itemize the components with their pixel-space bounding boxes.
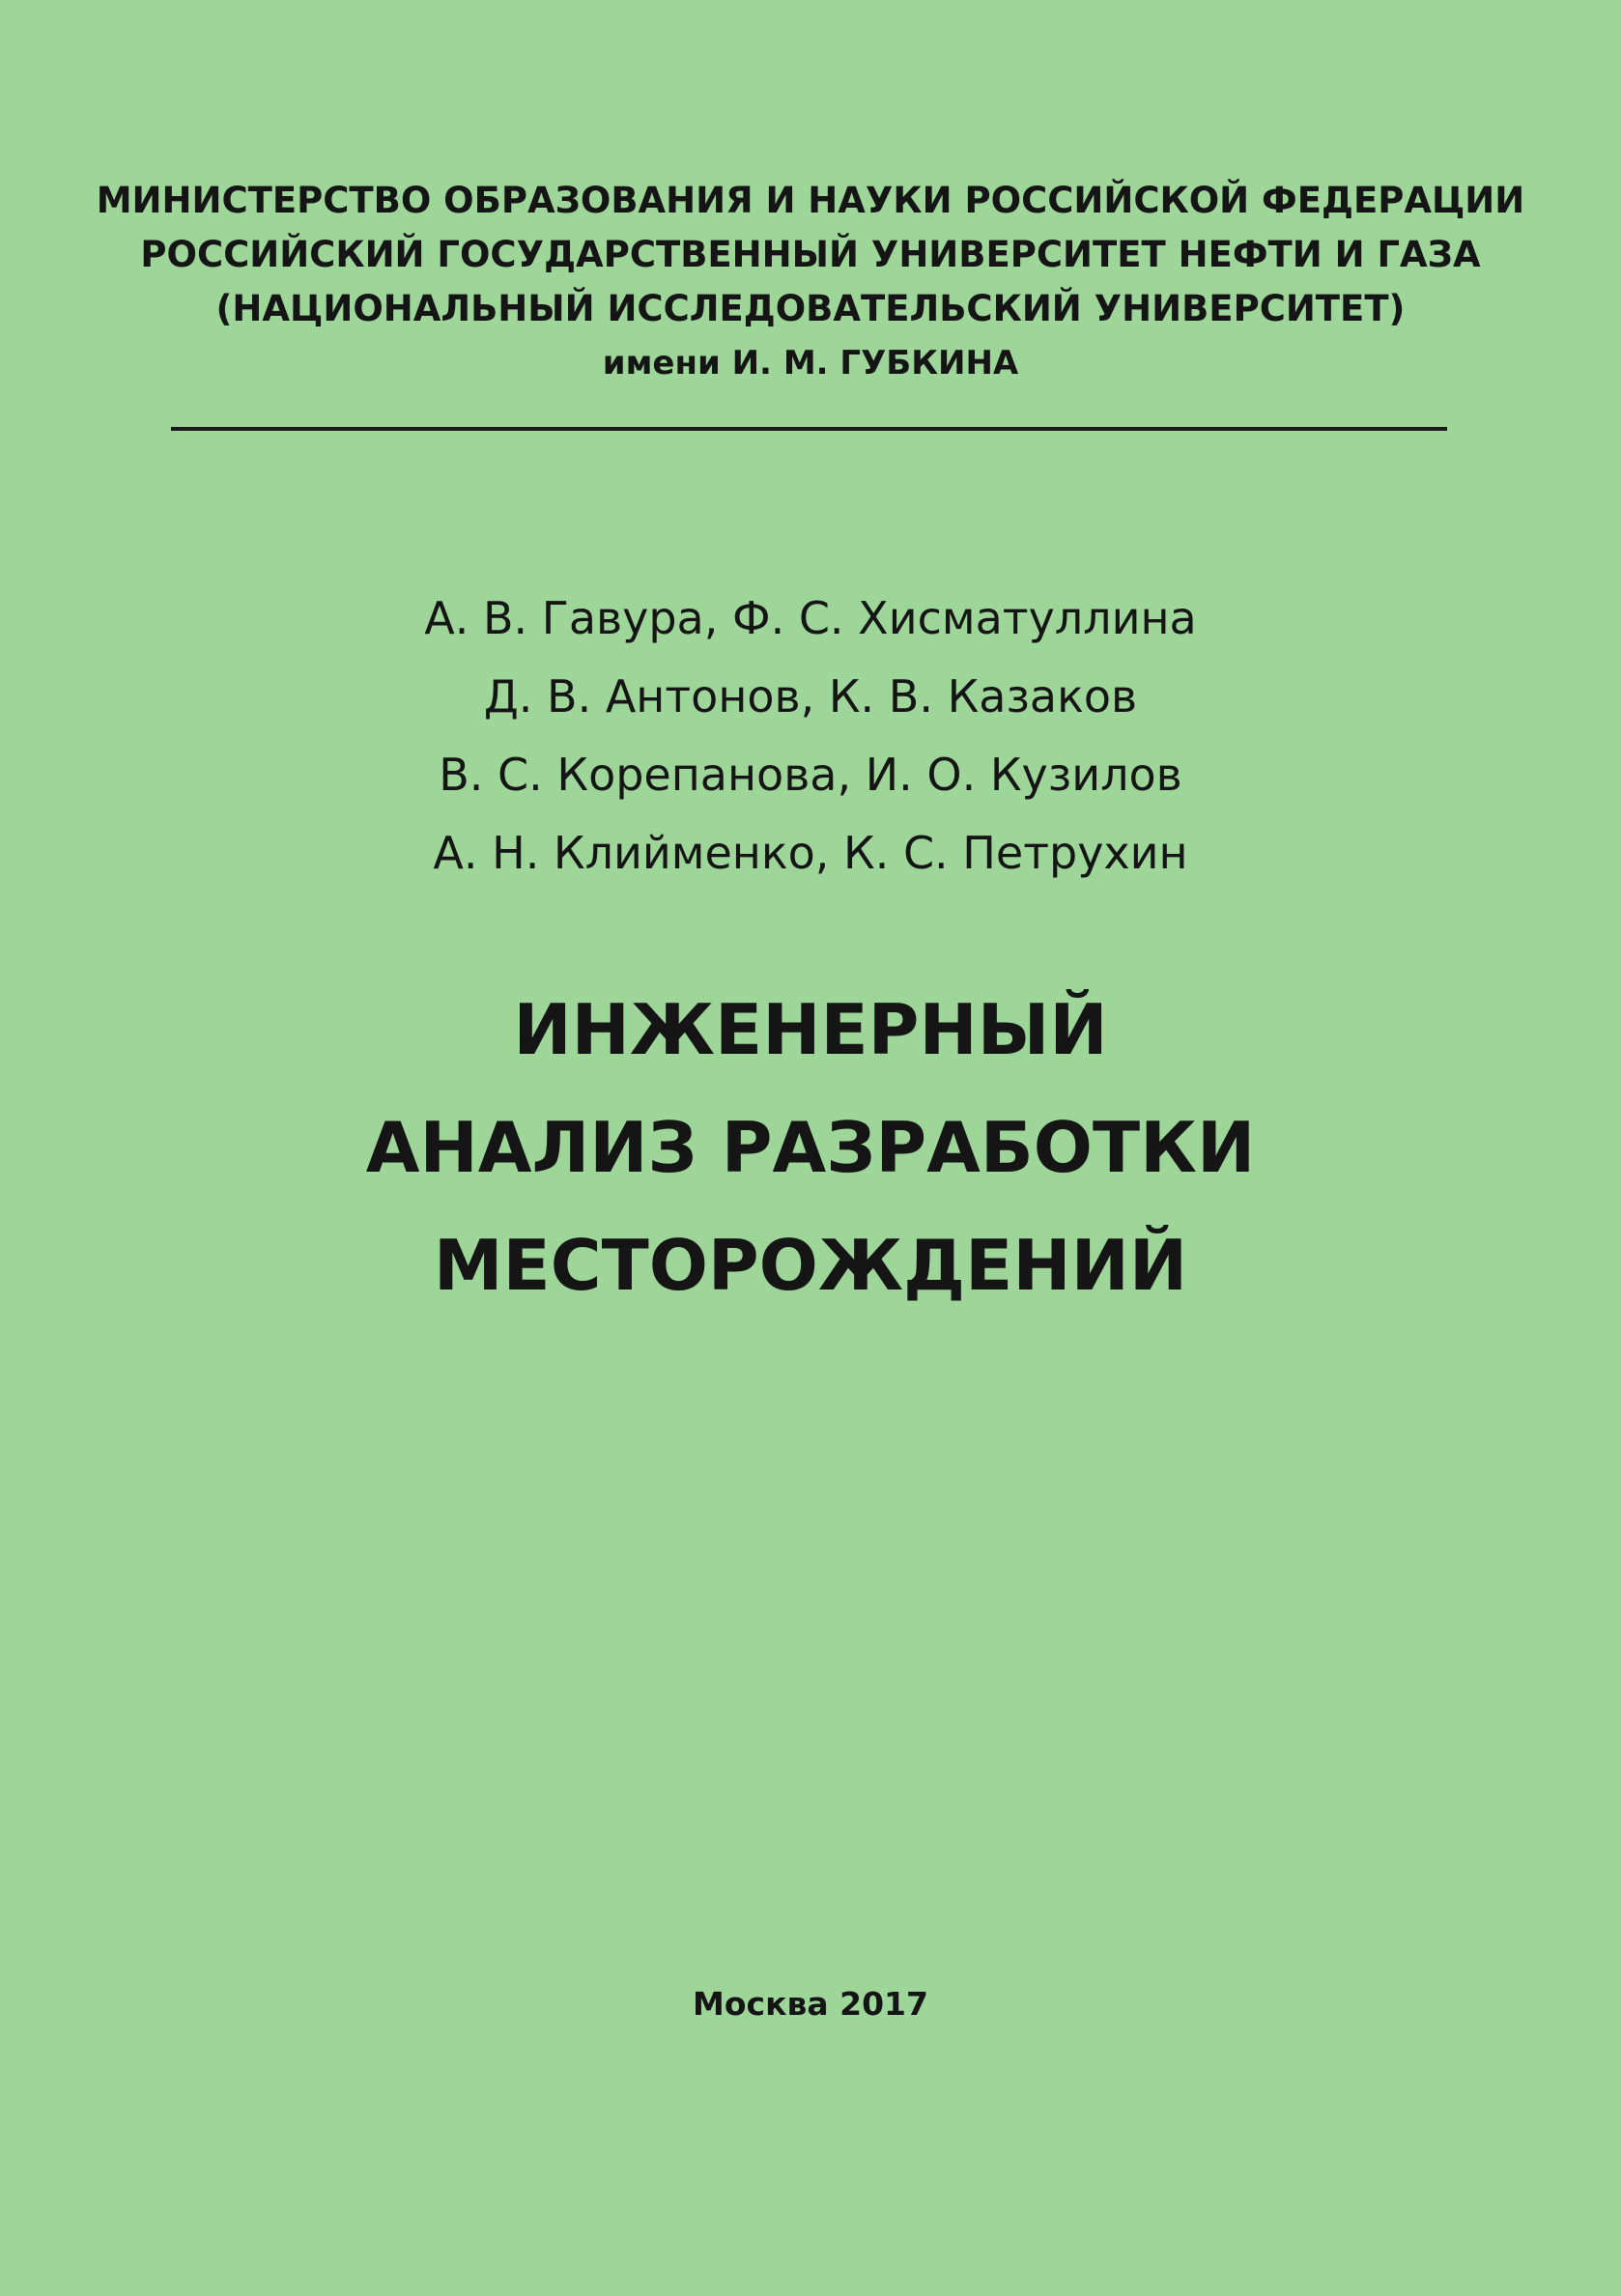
book-title <box>0 971 1621 1324</box>
title-line: МЕСТОРОЖДЕНИЙ <box>433 1225 1188 1306</box>
title-line: АНАЛИЗ РАЗРАБОТКИ <box>365 1107 1256 1188</box>
author-line: А. В. Гавура, Ф. С. Хисматуллина <box>424 592 1197 644</box>
author-line: Д. В. Антонов, К. В. Казаков <box>483 670 1138 723</box>
ministry-name: МИНИСТЕРСТВО ОБРАЗОВАНИЯ И НАУКИ РОССИЙСКОЙ ФЕДЕРАЦИИ <box>96 180 1525 221</box>
author-list <box>0 580 1621 893</box>
university-namesake: имени И. М. ГУБКИНА <box>602 344 1019 383</box>
publication-imprint: Москва 2017 <box>693 1985 928 2023</box>
title-line: ИНЖЕНЕРНЫЙ <box>513 989 1108 1070</box>
institution-header <box>0 174 1621 390</box>
author-line: А. Н. Клийменко, К. С. Петрухин <box>433 827 1188 879</box>
author-line: В. С. Корепанова, И. О. Кузилов <box>439 749 1182 801</box>
university-name: РОССИЙСКИЙ ГОСУДАРСТВЕННЫЙ УНИВЕРСИТЕТ НЕФТИ И ГАЗА <box>140 234 1481 275</box>
header-divider <box>171 427 1447 431</box>
university-status: (НАЦИОНАЛЬНЫЙ ИССЛЕДОВАТЕЛЬСКИЙ УНИВЕРСИТЕТ) <box>215 288 1406 329</box>
